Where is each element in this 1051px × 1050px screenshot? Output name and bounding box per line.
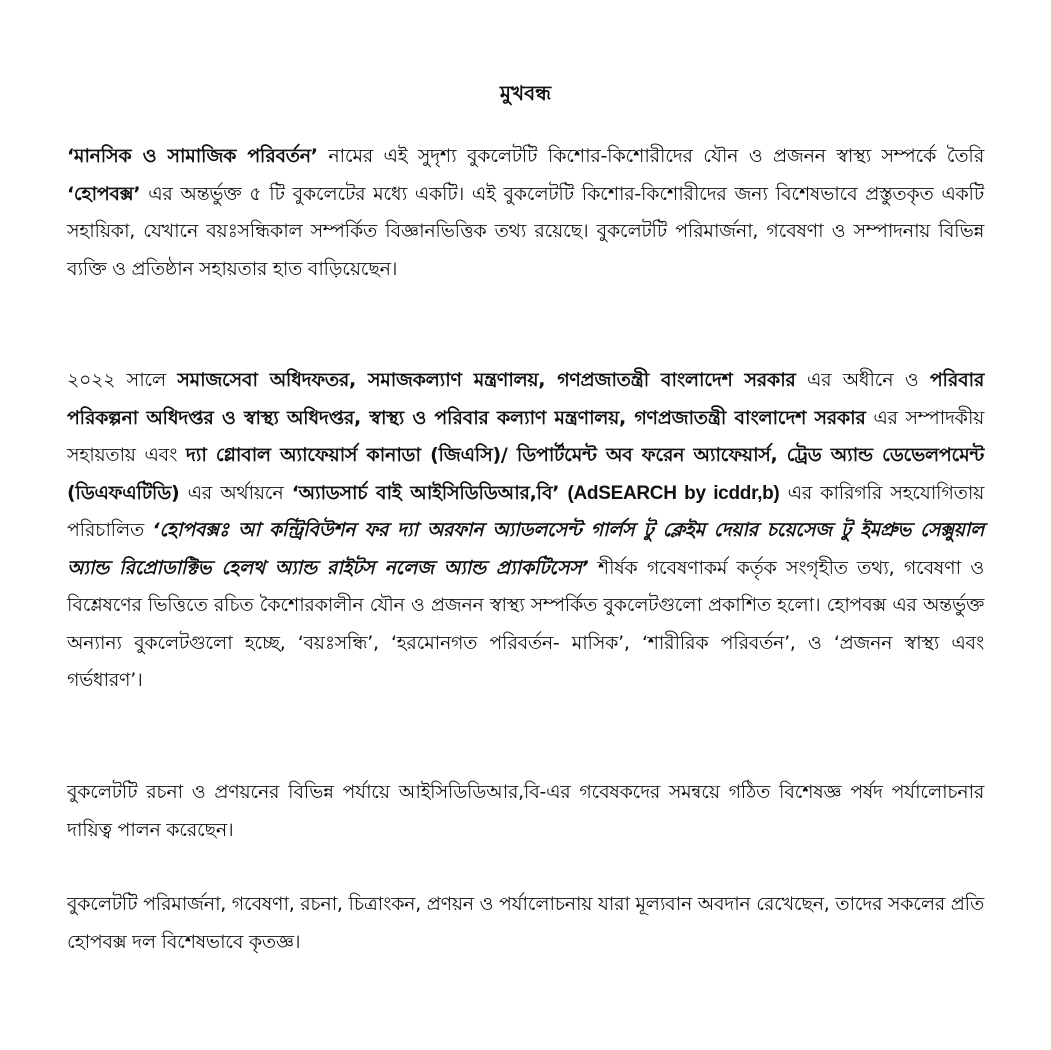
- org-adsearch-bengali: ‘অ্যাডসার্চ বাই আইসিডিডিআর,বি’: [291, 481, 560, 504]
- paragraph-review-board: [67, 774, 984, 849]
- page-title: মুখবন্ধ: [499, 81, 552, 105]
- document-page: [67, 0, 984, 1050]
- org-family-planning-health: পরিবার পরিকল্পনা অধিদপ্তর ও স্বাস্থ্য অধিদপ্তর, স্বাস্থ্য ও পরিবার কল্যাণ মন্ত্রণালয়, গণপ্রজাতন্ত্রী বাংলাদেশ সরকার: [67, 369, 985, 429]
- research-title: ‘হোপবক্সঃ আ কন্ট্রিবিউশন ফর দ্যা অরফান অ্যাডলসেন্ট গার্লস টু ক্লেইম দেয়ার চয়েসেজ টু ইমপ্রুভ সেক্সুয়াল অ্যান্ড রিপ্রোডাক্টিভ হেলথ অ্যান্ড রাইটস নলেজ অ্যান্ড প্র্যাকটিসেস’: [67, 519, 985, 579]
- paragraph-acknowledgement-organizations: [67, 362, 984, 700]
- org-social-services: সমাজসেবা অধিদফতর, সমাজকল্যাণ মন্ত্রণালয়, গণপ্রজাতন্ত্রী বাংলাদেশ সরকার: [177, 369, 796, 391]
- text-segment: এর সম্পাদকীয় সহায়তায় এবং: [67, 406, 984, 466]
- text-segment: ২০২২ সালে: [67, 369, 178, 391]
- paragraph-gratitude: [67, 886, 984, 961]
- text-segment: নামের এই সুদৃশ্য বুকলেটটি কিশোর-কিশোরীদের যৌন ও প্রজনন স্বাস্থ্য সম্পর্কে তৈরি: [317, 145, 984, 167]
- text-segment: শীর্ষক গবেষণাকর্ম কর্তৃক সংগৃহীত তথ্য, গবেষণা ও বিশ্লেষণের ভিত্তিতে রচিত কৈশোরকালীন যৌন ও প্রজনন স্বাস্থ্য সম্পর্কিত বুকলেটগুলো প্রকাশিত হলো। হোপবক্স এর অন্তর্ভুক্ত অন্যান্য বুকলেটগুলো হচ্ছে, ‘বয়ঃসন্ধি’, ‘হরমোনগত পরিবর্তন- মাসিক’, ‘শারীরিক পরিবর্তন’, ও ‘প্রজনন স্বাস্থ্য এবং গর্ভধারণ’।: [67, 556, 984, 691]
- text-segment: এর অর্থায়নে: [179, 481, 292, 504]
- text-segment: এর অন্তর্ভুক্ত ৫ টি বুকলেটের মধ্যে একটি। এই বুকলেটটি কিশোর-কিশোরীদের জন্য বিশেষভাবে প্রস্তুতকৃত একটি সহায়িকা, যেখানে বয়ঃসন্ধিকাল সম্পর্কিত বিজ্ঞানভিত্তিক তথ্য রয়েছে। বুকলেটটি পরিমার্জনা, গবেষণা ও সম্পাদনায় বিভিন্ন ব্যক্তি ও প্রতিষ্ঠান সহায়তার হাত বাড়িয়েছেন।: [67, 182, 984, 280]
- org-adsearch-latin: (AdSEARCH by icddr,b): [567, 482, 780, 504]
- text-segment: এর কারিগরি সহযোগিতায় পরিচালিত: [67, 481, 984, 541]
- text-segment: এর অধীনে ও: [795, 369, 930, 391]
- org-global-affairs-canada: দ্যা গ্লোবাল অ্যাফেয়ার্স কানাডা (জিএসি)/ ডিপার্টমেন্ট অব ফরেন অ্যাফেয়ার্স, ট্রেড অ্যান্ড ডেভেলপমেন্ট (ডিএফএটিডি): [67, 444, 984, 504]
- text-segment: বুকলেটটি পরিমার্জনা, গবেষণা, রচনা, চিত্রাংকন, প্রণয়ন ও পর্যালোচনায় যারা মূল্যবান অবদান রেখেছেন, তাদের সকলের প্রতি হোপবক্স দল বিশেষভাবে কৃতজ্ঞ।: [67, 893, 984, 953]
- paragraph-intro: [67, 138, 984, 288]
- hopebox-name: ‘হোপবক্স’: [67, 182, 141, 205]
- text-segment: বুকলেটটি রচনা ও প্রণয়নের বিভিন্ন পর্যায়ে আইসিডিডিআর,বি-এর গবেষকদের সমন্বয়ে গঠিত বিশেষজ্ঞ পর্ষদ পর্যালোচনার দায়িত্ব পালন করেছেন।: [67, 781, 984, 841]
- booklet-name: ‘মানসিক ও সামাজিক পরিবর্তন’: [67, 145, 318, 167]
